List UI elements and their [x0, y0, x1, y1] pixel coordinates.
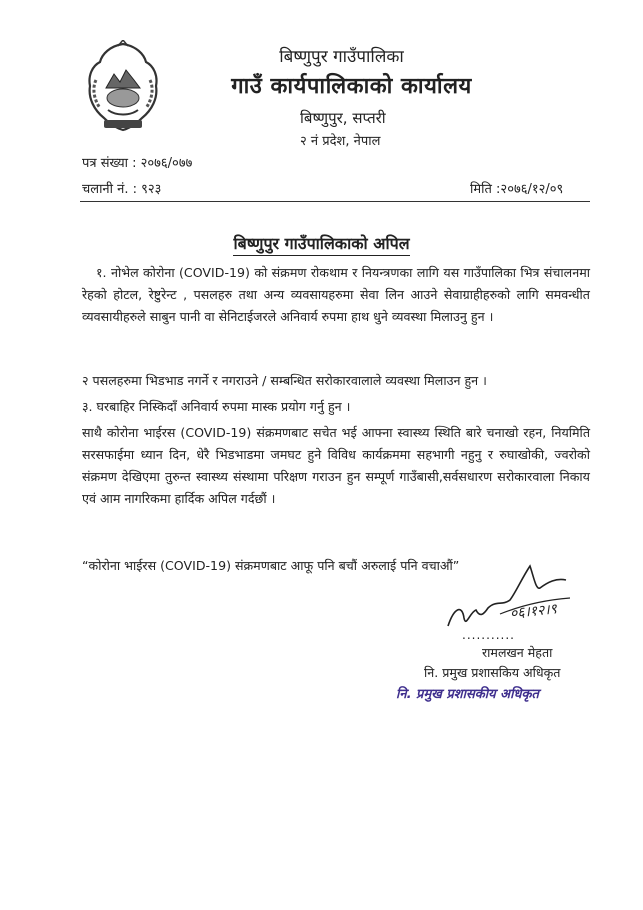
- paragraph-2: २ पसलहरुमा भिडभाड नगर्ने र नगराउने / सम्बन्धित सरोकारवालाले व्यवस्था मिलाउन हुन ।: [82, 373, 487, 388]
- appeal-title: [0, 232, 643, 254]
- appeal-title-text: बिष्णुपुर गाउँपालिकाको अपिल: [233, 234, 409, 256]
- paragraph-4: साथै कोरोना भाईरस (COVID-19) संक्रमणबाट सचेत भई आफ्ना स्वास्थ्य स्थिति बारे चनाखो रहन, नियमिति सरसफाईमा ध्यान दिन, धेरै भिडभाडमा जमघट हुने विविध कार्यक्रममा सहभागी नहुनु र रुघाखोकी, ज्वरोको संक्रमण देखिएमा तुरुन्त स्वास्थ्य संस्थामा परिक्षण गराउन हुन सम्पूर्ण गाउँबासी,सर्वसधारण सरोकारवाला निकाय एवं आम नागरिकमा हार्दिक अपिल गर्दछौं ।: [82, 425, 590, 506]
- header-divider: [80, 201, 590, 202]
- paragraph-1: १. नोभेल कोरोना (COVID-19) को संक्रमण रोकथाम र नियन्त्रणका लागि यस गाउँपालिका भित्र संचालनमा रेहको होटल, रेष्टुरेन्ट , पसलहरु तथा अन्य व्यवसायहरुमा सेवा लिन आउने सेवाग्राहीहरुको लागि समवन्धीत व्यवसायीहरुले साबुन पानी वा सेनिटाईजरले अनिवार्य रुपमा हाथ धुने व्यवस्था मिलाउनु हुन ।: [82, 265, 590, 324]
- ref-number: पत्र संख्या : २०७६/०७७: [82, 156, 193, 171]
- signature-line: ...........: [462, 628, 515, 642]
- district-line: बिष्णुपुर, सप्तरी: [300, 109, 386, 127]
- province-line: २ नं प्रदेश, नेपाल: [300, 134, 381, 149]
- signature-date: ०६।१२।९: [509, 601, 558, 623]
- signatory-designation: नि. प्रमुख प्रशासकिय अधिकृत: [424, 665, 561, 680]
- signatory-name: रामलखन मेहता: [482, 645, 553, 660]
- municipality-name: बिष्णुपुर गाउँपालिका: [279, 47, 404, 67]
- paragraph-3: ३. घरबाहिर निस्किदाँ अनिवार्य रुपमा मास्क प्रयोग गर्नु हुन ।: [82, 399, 351, 414]
- office-name: गाउँ कार्यपालिकाको कार्यालय: [231, 74, 472, 99]
- appeal-slogan: “कोरोना भाईरस (COVID-19) संक्रमणबाट आफू पनि बचौं अरुलाई पनि वचाऔं”: [82, 558, 460, 573]
- letter-date: मिति :२०७६/१२/०९: [470, 182, 564, 197]
- official-stamp: नि. प्रमुख प्रशासकीय अधिकृत: [396, 687, 539, 702]
- dispatch-number: चलानी नं. : ९२३: [82, 182, 162, 197]
